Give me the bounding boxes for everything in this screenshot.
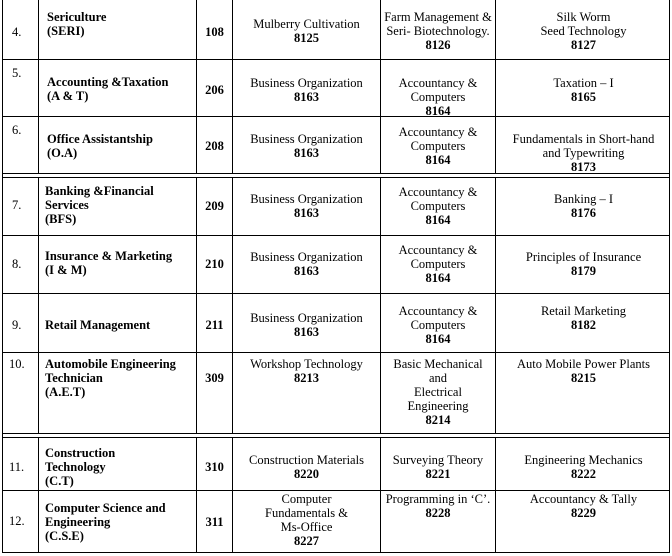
subject-name: Electrical Engineering bbox=[407, 385, 469, 413]
subject1 bbox=[235, 492, 378, 548]
course-name-line: Retail Management bbox=[45, 318, 151, 332]
subject1-cell bbox=[233, 60, 381, 116]
table-row bbox=[2, 236, 670, 294]
subject2-cell bbox=[381, 0, 496, 59]
subject3 bbox=[498, 76, 669, 104]
table-row bbox=[2, 60, 670, 117]
subject-name: Computers bbox=[410, 139, 466, 153]
course-name-line: Automobile Engineering bbox=[45, 357, 176, 371]
course-name-line: Sericulture bbox=[47, 10, 107, 24]
subject3 bbox=[498, 304, 669, 332]
subject3-cell bbox=[496, 236, 671, 293]
sno-cell bbox=[3, 117, 39, 173]
subject3 bbox=[498, 492, 669, 520]
subject-name: Engineering Mechanics bbox=[524, 453, 643, 467]
table-row bbox=[2, 0, 670, 60]
subject-name: Business Organization bbox=[250, 76, 363, 90]
subject-code: 8227 bbox=[294, 534, 319, 548]
course-code-cell bbox=[197, 60, 233, 116]
subject-name: Business Organization bbox=[250, 250, 363, 264]
course-name-line: Services bbox=[45, 198, 89, 212]
serial-number: 10. bbox=[9, 357, 25, 371]
subject1 bbox=[235, 250, 378, 278]
subject2 bbox=[383, 10, 493, 52]
subject3 bbox=[498, 250, 669, 278]
subject-name: Seed Technology bbox=[540, 24, 627, 38]
course-abbr: (O.A) bbox=[47, 146, 78, 160]
subject-name: Accountancy & Tally bbox=[529, 492, 638, 506]
subject1-cell bbox=[233, 236, 381, 293]
subject-code: 8221 bbox=[425, 467, 451, 481]
subject-name: Computers bbox=[410, 90, 466, 104]
subject1-cell bbox=[233, 0, 381, 59]
course-abbr: (C.T) bbox=[45, 474, 74, 488]
subject-name: Workshop Technology bbox=[250, 357, 363, 371]
course-name-line: Construction bbox=[45, 446, 116, 460]
subject2 bbox=[383, 243, 493, 285]
sno-cell bbox=[3, 294, 39, 352]
subject-name: Fundamentals & bbox=[265, 506, 348, 520]
subject1 bbox=[235, 311, 378, 339]
course-name-cell bbox=[39, 178, 197, 235]
course-name bbox=[45, 446, 115, 488]
subject1-cell bbox=[233, 353, 381, 433]
subject-name: Auto Mobile Power Plants bbox=[517, 357, 650, 371]
course-name bbox=[47, 132, 153, 160]
subject2 bbox=[383, 76, 493, 118]
course-code: 209 bbox=[205, 199, 224, 213]
subject3-cell bbox=[496, 353, 671, 433]
subject3-cell bbox=[496, 438, 671, 490]
subject2 bbox=[383, 453, 493, 481]
subject3 bbox=[498, 357, 669, 385]
subject-name: Computers bbox=[410, 257, 466, 271]
subject-code: 8222 bbox=[571, 467, 596, 481]
subject-code: 8164 bbox=[425, 104, 451, 118]
course-name-cell bbox=[39, 117, 197, 173]
serial-number: 4. bbox=[12, 25, 22, 39]
subject2 bbox=[383, 304, 493, 346]
subject-name: Mulberry Cultivation bbox=[253, 17, 360, 31]
subject-name: Surveying Theory bbox=[392, 453, 484, 467]
subject-name: Business Organization bbox=[250, 192, 363, 206]
table-row bbox=[2, 117, 670, 174]
subject-code: 8164 bbox=[425, 213, 451, 227]
sno-cell bbox=[3, 236, 39, 293]
subject-code: 8164 bbox=[425, 332, 451, 346]
course-abbr: (C.S.E) bbox=[45, 529, 84, 543]
subject-code: 8163 bbox=[294, 325, 319, 339]
course-code: 211 bbox=[205, 318, 224, 332]
subject-code: 8164 bbox=[425, 271, 451, 285]
course-name-line: Accounting &Taxation bbox=[47, 75, 169, 89]
subject-name: Computers bbox=[410, 199, 466, 213]
subject-code: 8163 bbox=[294, 264, 319, 278]
subject3 bbox=[498, 132, 669, 174]
subject2 bbox=[383, 357, 493, 427]
course-name-cell bbox=[39, 353, 197, 433]
table-row bbox=[2, 353, 670, 434]
subject-code: 8163 bbox=[294, 206, 319, 220]
course-name bbox=[45, 249, 172, 277]
subject2 bbox=[383, 125, 493, 167]
course-abbr: (A & T) bbox=[47, 89, 89, 103]
subject-name: and Typewriting bbox=[542, 146, 625, 160]
sno-cell bbox=[3, 60, 39, 116]
sno-cell bbox=[3, 438, 39, 490]
course-name-line: Computer Science and bbox=[45, 501, 166, 515]
course-abbr: (SERI) bbox=[47, 24, 85, 38]
subject-name: Accountancy & bbox=[398, 76, 478, 90]
subject-code: 8163 bbox=[294, 90, 319, 104]
subject3 bbox=[498, 10, 669, 52]
course-code-cell bbox=[197, 236, 233, 293]
course-code: 310 bbox=[205, 460, 224, 474]
subject-name: Basic Mechanical and bbox=[393, 357, 483, 385]
course-name-line: Technician bbox=[45, 371, 103, 385]
subject-name: Taxation – I bbox=[553, 76, 614, 90]
subject-code: 8229 bbox=[571, 506, 596, 520]
subject1 bbox=[235, 76, 378, 104]
serial-number: 6. bbox=[12, 123, 22, 137]
subject-code: 8165 bbox=[571, 90, 596, 104]
subject-code: 8176 bbox=[571, 206, 596, 220]
course-code: 208 bbox=[205, 139, 224, 153]
subject-code: 8126 bbox=[425, 38, 451, 52]
subject-code: 8164 bbox=[425, 153, 451, 167]
course-code: 311 bbox=[205, 515, 224, 529]
subject2-cell bbox=[381, 438, 496, 490]
course-code-cell bbox=[197, 294, 233, 352]
course-abbr: (BFS) bbox=[45, 212, 77, 226]
subject2-cell bbox=[381, 60, 496, 116]
subject1-cell bbox=[233, 178, 381, 235]
subject-name: Silk Worm bbox=[556, 10, 611, 24]
subject2-cell bbox=[381, 491, 496, 552]
course-name-line: Office Assistantship bbox=[47, 132, 153, 146]
subject-name: Computer bbox=[281, 492, 332, 506]
subject1-cell bbox=[233, 294, 381, 352]
course-name-line: Banking &Financial bbox=[45, 184, 154, 198]
subject-code: 8214 bbox=[425, 413, 451, 427]
subject-name: Ms-Office bbox=[280, 520, 333, 534]
subject-code: 8213 bbox=[294, 371, 319, 385]
subject1-cell bbox=[233, 438, 381, 490]
serial-number: 9. bbox=[12, 318, 22, 332]
subject-name: Programming in ‘C’. bbox=[385, 492, 491, 506]
course-name-line: Engineering bbox=[45, 515, 111, 529]
subject3-cell bbox=[496, 0, 671, 59]
subject-name: Construction Materials bbox=[249, 453, 364, 467]
course-code: 108 bbox=[205, 25, 224, 39]
course-code: 309 bbox=[205, 371, 224, 385]
subject3 bbox=[498, 192, 669, 220]
subject2-cell bbox=[381, 178, 496, 235]
subject2 bbox=[383, 492, 493, 520]
course-code: 206 bbox=[205, 83, 224, 97]
subject-code: 8125 bbox=[294, 31, 319, 45]
course-name-cell bbox=[39, 60, 197, 116]
course-name bbox=[47, 75, 168, 103]
subject-name: Retail Marketing bbox=[540, 304, 627, 318]
subject3 bbox=[498, 453, 669, 481]
course-name bbox=[45, 184, 154, 226]
subject-name: Computers bbox=[410, 318, 466, 332]
subject3-cell bbox=[496, 60, 671, 116]
subject-name: Accountancy & bbox=[398, 304, 478, 318]
subject2-cell bbox=[381, 294, 496, 352]
serial-number: 7. bbox=[12, 198, 22, 212]
table-row bbox=[2, 437, 670, 491]
subject2 bbox=[383, 185, 493, 227]
table-row bbox=[2, 294, 670, 353]
course-name-line: Technology bbox=[45, 460, 106, 474]
subject1-cell bbox=[233, 491, 381, 552]
subject3-cell bbox=[496, 294, 671, 352]
table-row bbox=[2, 491, 670, 553]
subject-name: Farm Management & bbox=[384, 10, 492, 24]
subject-name: Business Organization bbox=[250, 132, 363, 146]
course-code-cell bbox=[197, 178, 233, 235]
sno-cell bbox=[3, 0, 39, 59]
subject-name: Fundamentals in Short-hand bbox=[512, 132, 655, 146]
course-code-cell bbox=[197, 0, 233, 59]
course-code-cell bbox=[197, 117, 233, 173]
subject-name: Principles of Insurance bbox=[525, 250, 642, 264]
course-name-cell bbox=[39, 0, 197, 59]
course-name-cell bbox=[39, 438, 197, 490]
subject-name: Banking – I bbox=[553, 192, 614, 206]
subject1 bbox=[235, 453, 378, 481]
subject2-cell bbox=[381, 353, 496, 433]
serial-number: 8. bbox=[12, 257, 22, 271]
serial-number: 12. bbox=[9, 514, 25, 528]
course-code: 210 bbox=[205, 257, 224, 271]
subject1-cell bbox=[233, 117, 381, 173]
course-name-line: Insurance & Marketing bbox=[45, 249, 173, 263]
course-name bbox=[45, 357, 176, 399]
subject1 bbox=[235, 357, 378, 385]
course-name bbox=[45, 318, 150, 332]
subject-name: Accountancy & bbox=[398, 243, 478, 257]
subject2-cell bbox=[381, 117, 496, 173]
table-row bbox=[2, 177, 670, 236]
subject-name: Accountancy & bbox=[398, 185, 478, 199]
subject3-cell bbox=[496, 491, 671, 552]
course-code-cell bbox=[197, 353, 233, 433]
course-name-cell bbox=[39, 491, 197, 552]
course-name-cell bbox=[39, 294, 197, 352]
subject-code: 8173 bbox=[571, 160, 596, 174]
serial-number: 11. bbox=[9, 460, 25, 474]
course-abbr: (I & M) bbox=[45, 263, 87, 277]
sno-cell bbox=[3, 491, 39, 552]
subject1 bbox=[235, 132, 378, 160]
subject-name: Seri- Biotechnology. bbox=[386, 24, 490, 38]
subject-code: 8163 bbox=[294, 146, 319, 160]
subject-code: 8182 bbox=[571, 318, 596, 332]
serial-number: 5. bbox=[12, 66, 22, 80]
subject-code: 8228 bbox=[425, 506, 451, 520]
subject1 bbox=[235, 17, 378, 45]
subject-name: Accountancy & bbox=[398, 125, 478, 139]
subject-code: 8220 bbox=[294, 467, 319, 481]
subject3-cell bbox=[496, 178, 671, 235]
course-name bbox=[45, 501, 166, 543]
subject3-cell bbox=[496, 117, 671, 173]
course-code-cell bbox=[197, 438, 233, 490]
course-abbr: (A.E.T) bbox=[45, 385, 86, 399]
course-name-cell bbox=[39, 236, 197, 293]
subject-code: 8215 bbox=[571, 371, 596, 385]
subject-name: Business Organization bbox=[250, 311, 363, 325]
course-code-cell bbox=[197, 491, 233, 552]
subject-code: 8127 bbox=[571, 38, 596, 52]
subject-code: 8179 bbox=[571, 264, 596, 278]
subject1 bbox=[235, 192, 378, 220]
sno-cell bbox=[3, 178, 39, 235]
sno-cell bbox=[3, 353, 39, 433]
course-name bbox=[47, 10, 106, 38]
subject2-cell bbox=[381, 236, 496, 293]
